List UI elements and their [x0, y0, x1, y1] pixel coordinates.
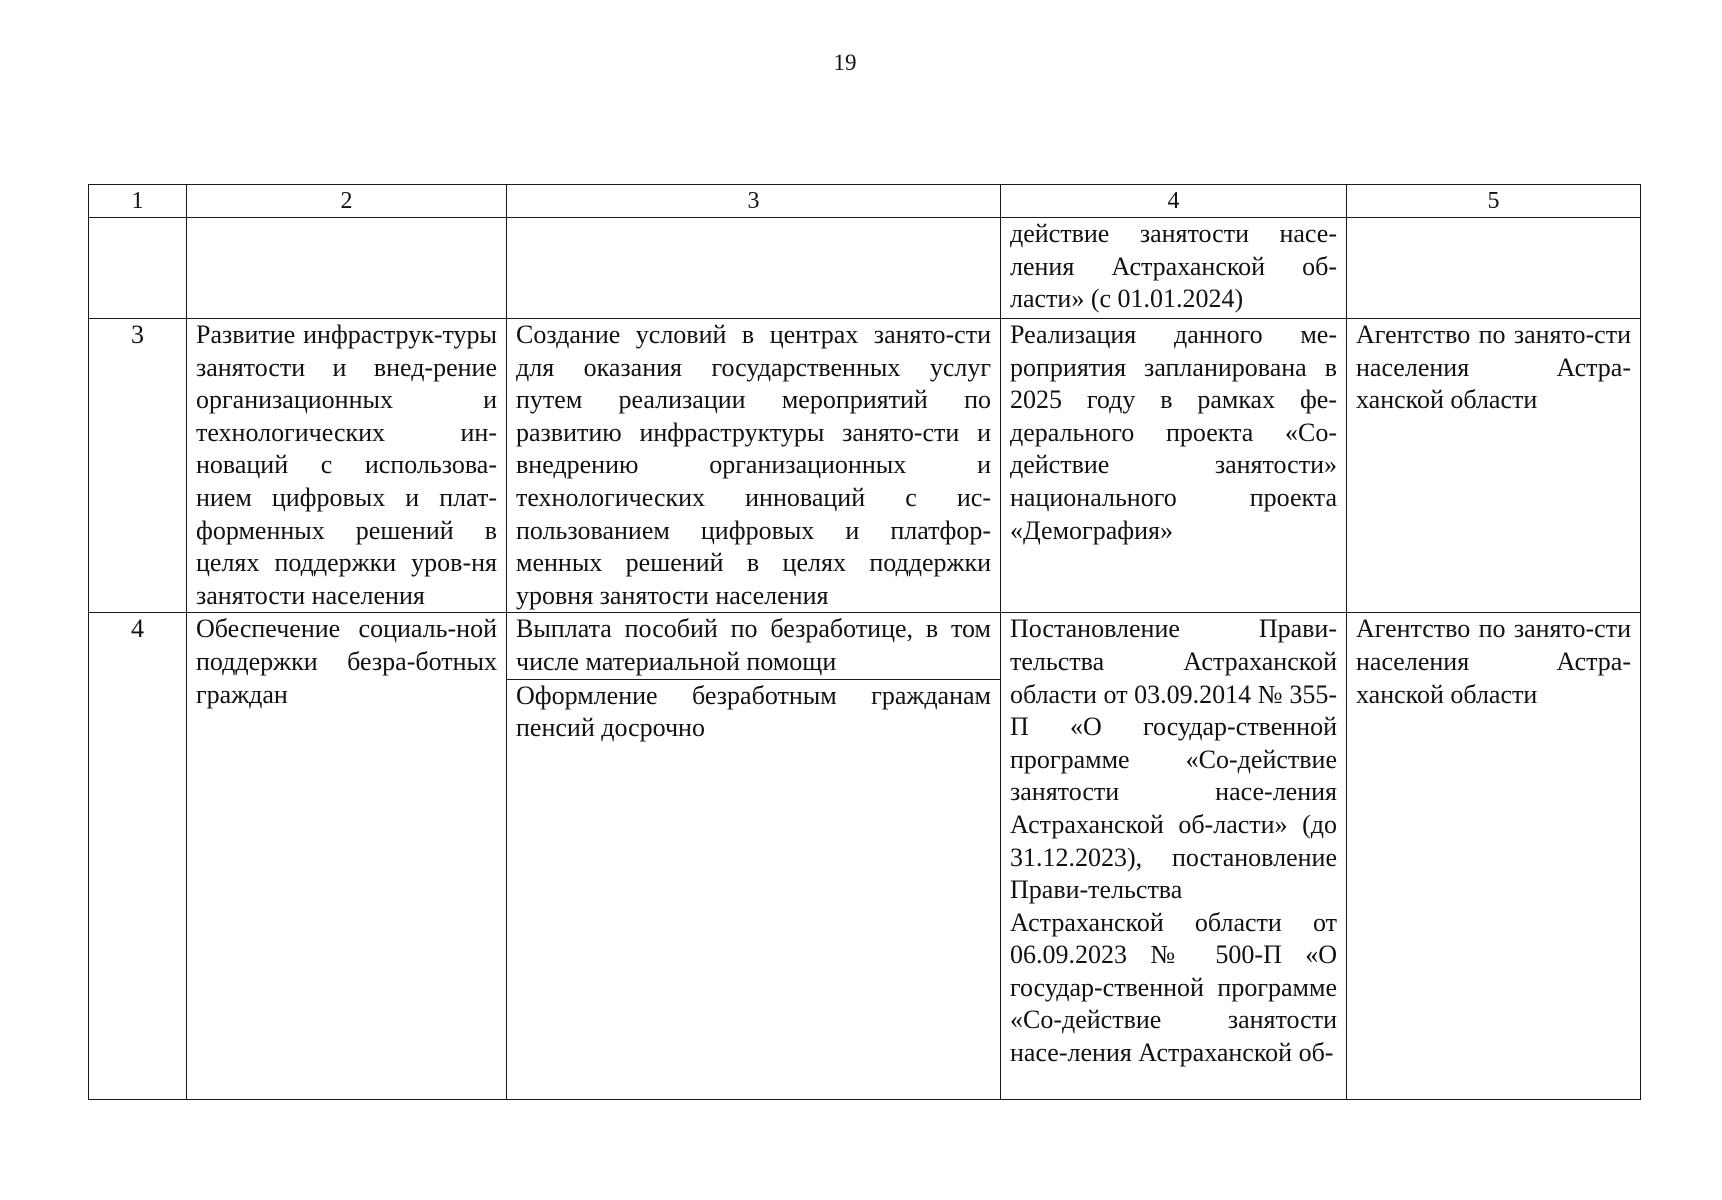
measures-table: [88, 184, 1641, 1100]
header-cell-5: 5: [1347, 185, 1641, 218]
responsible-cell: Агентство по занято-сти населения Астра-ханской области: [1347, 613, 1641, 1100]
basis-cell: Реализация данного ме-роприятия запланирована в 2025 году в рамках фе-дерального проекта «Со-действие занятости» национального проекта «Демография»: [1001, 319, 1347, 613]
measure-subcell: Выплата пособий по безработице, в том числе материальной помощи: [507, 613, 1000, 679]
event-name-cell: Развитие инфраструк-туры занятости и внед-рение организационных и технологических ин-новаций с использова-нием цифровых и плат-форменных решений в целях поддержки уров-ня занятости населения: [187, 319, 507, 613]
page-number: 19: [833, 50, 857, 75]
table-row-continued: [89, 218, 1641, 319]
continued-number-cell: [89, 218, 187, 319]
table-row: [89, 319, 1641, 613]
measure-subcell-group: [507, 613, 1001, 1100]
header-cell-4: 4: [1001, 185, 1347, 218]
continued-basis-cell: действие занятости насе-ления Астраханской об-ласти» (с 01.01.2024): [1001, 218, 1347, 319]
basis-cell: Постановление Прави-тельства Астраханской области от 03.09.2014 № 355-П «О государ-ственной программе «Со-действие занятости насе-ления Астраханской об-ласти» (до 31.12.2023), постановление Прави-тельства Астраханской области от 06.09.2023 № 500-П «О государ-ственной программе «Со-действие занятости насе-ления Астраханской об-: [1001, 613, 1347, 1100]
table-header-row: [89, 185, 1641, 218]
row-number-cell: 4: [89, 613, 187, 1100]
header-cell-1: 1: [89, 185, 187, 218]
event-name-cell: Обеспечение социаль-ной поддержки безра-ботных граждан: [187, 613, 507, 1100]
measure-cell: Создание условий в центрах занято-сти для оказания государственных услуг путем реализации мероприятий по развитию инфраструктуры занято-сти и внедрению организационных и технологических инноваций с ис-пользованием цифровых и платфор-менных решений в целях поддержки уровня занятости населения: [507, 319, 1001, 613]
continued-responsible-cell: [1347, 218, 1641, 319]
continued-measure-cell: [507, 218, 1001, 319]
row-number-cell: 3: [89, 319, 187, 613]
continued-name-cell: [187, 218, 507, 319]
header-cell-2: 2: [187, 185, 507, 218]
responsible-cell: Агентство по занято-сти населения Астра-ханской области: [1347, 319, 1641, 613]
measure-subcell: Оформление безработным гражданам пенсий досрочно: [516, 680, 991, 743]
header-cell-3: 3: [507, 185, 1001, 218]
table-row: [89, 613, 1641, 1100]
